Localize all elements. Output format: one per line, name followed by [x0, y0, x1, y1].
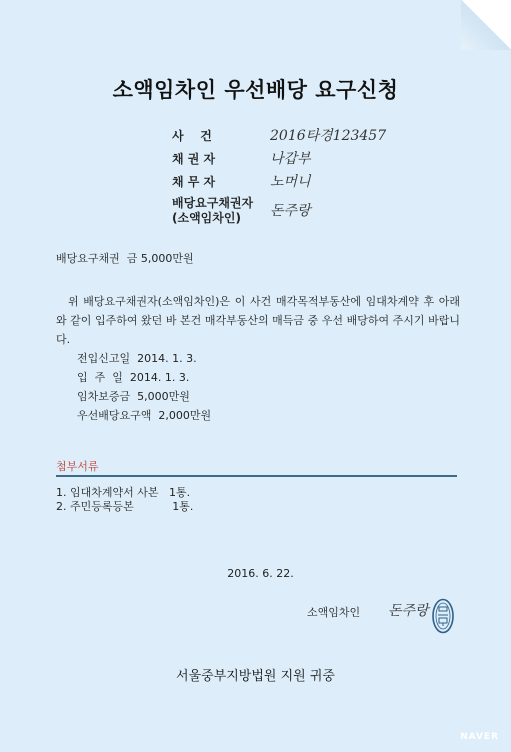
seal-stamp-icon: [432, 598, 454, 634]
creditor-name: 나갑부: [270, 151, 311, 167]
attachments-divider: [56, 475, 457, 477]
document-date: 2016. 6. 22.: [227, 567, 294, 580]
naver-watermark: NAVER: [460, 732, 499, 742]
detail-move-in-report: 전입신고일 2014. 1. 3.: [77, 352, 197, 365]
case-label: 사 건: [172, 129, 212, 143]
attachments-list: [56, 486, 193, 514]
detail-deposit: 임차보증금 5,000만원: [77, 390, 190, 403]
debtor-label: 채 무 자: [172, 175, 216, 189]
claimant-label: [172, 196, 253, 226]
attachment-item: 1. 임대차계약서 사본 1통.: [56, 486, 191, 499]
detail-move-in-date: 입 주 일 2014. 1. 3.: [77, 371, 190, 384]
claim-amount: 배당요구채권 금 5,000만원: [56, 252, 194, 265]
court-addressee: 서울중부지방법원 지원 귀중: [176, 669, 335, 684]
creditor-label: 채 권 자: [172, 152, 216, 166]
request-body: [56, 292, 460, 349]
claimant-label-line1: 배당요구채권자: [172, 196, 254, 210]
claimant-name: 돈주랑: [270, 203, 311, 219]
signer-signature: 돈주랑: [388, 603, 429, 619]
page-fold-corner: [461, 0, 511, 50]
detail-priority-amount: 우선배당요구액 2,000만원: [77, 409, 212, 422]
claimant-label-line2: (소액임차인): [172, 211, 241, 225]
attachments-heading: 첨부서류: [56, 460, 99, 473]
signer-label: 소액임차인: [307, 606, 361, 619]
case-number: 2016타경123457: [270, 128, 387, 144]
document-title: 소액임차인 우선배당 요구신청: [112, 78, 399, 102]
attachment-item: 2. 주민등록등본 1통.: [56, 500, 194, 513]
details-list: [77, 349, 211, 425]
request-paragraph: 위 배당요구채권자(소액임차인)은 이 사건 매각목적부동산에 임대차계약 후 아래와 같이 입주하여 왔던 바 본건 매각부동산의 매득금 중 우선 배당하여 주시기 바랍니다.: [56, 295, 460, 346]
debtor-name: 노머니: [270, 174, 311, 190]
